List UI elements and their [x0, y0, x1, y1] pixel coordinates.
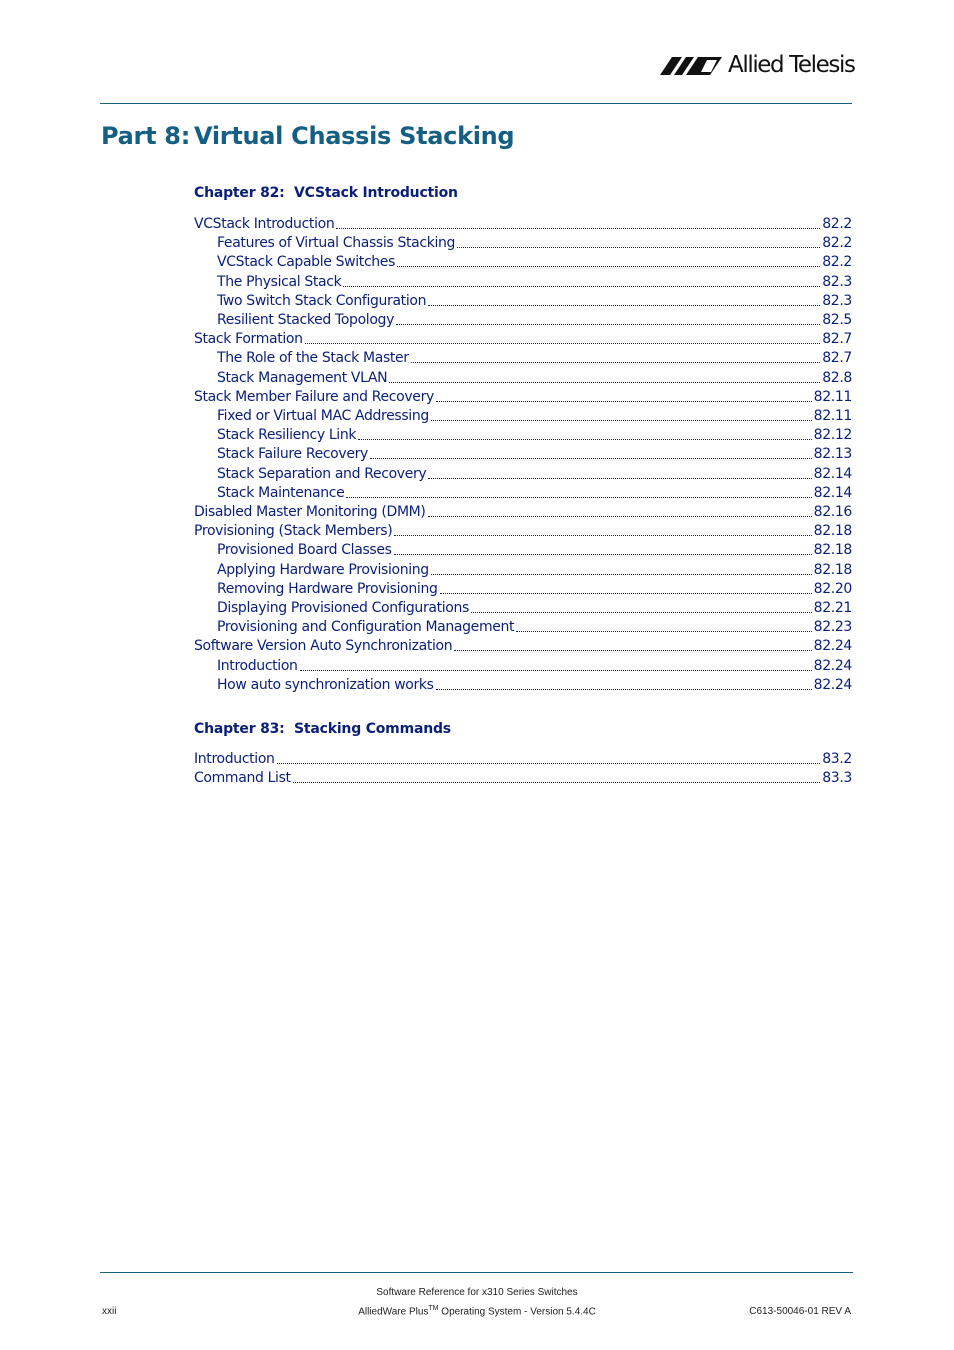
toc-entry-title: Stack Separation and Recovery	[217, 465, 427, 482]
dot-leader	[431, 419, 812, 421]
dot-leader	[336, 227, 820, 229]
toc-entry[interactable]	[194, 388, 852, 407]
chapter-title: Stacking Commands	[294, 721, 451, 737]
dot-leader	[431, 573, 812, 575]
toc-entry-page: 82.5	[822, 312, 852, 328]
toc-entry[interactable]	[217, 292, 852, 311]
dot-leader	[428, 477, 811, 479]
dot-leader	[471, 611, 812, 613]
chapter-title: VCStack Introduction	[294, 185, 458, 201]
toc-entry-title: Resilient Stacked Topology	[217, 312, 395, 328]
toc-entry[interactable]	[217, 618, 852, 637]
part-name: Virtual Chassis Stacking	[194, 122, 515, 150]
toc-entry-title: The Physical Stack	[217, 273, 342, 290]
toc-entry[interactable]	[217, 676, 852, 695]
footer-page-number: xxii	[102, 1306, 117, 1317]
toc-entry-page: 82.21	[813, 600, 852, 616]
footer-trademark: TM	[428, 1305, 439, 1312]
chapter-number: Chapter 83:	[194, 721, 285, 737]
chapter-number: Chapter 82:	[194, 185, 285, 201]
dot-leader	[358, 438, 812, 440]
dot-leader	[394, 553, 812, 555]
toc-entry-title: Stack Failure Recovery	[217, 446, 368, 463]
dot-leader	[343, 285, 820, 287]
toc-entry-title: Introduction	[217, 657, 298, 674]
header-rule	[100, 103, 852, 104]
toc-entry-title: Stack Management VLAN	[217, 369, 388, 386]
toc-entry[interactable]	[217, 426, 852, 445]
toc-entry-page: 82.7	[822, 350, 852, 367]
dot-leader	[454, 649, 811, 651]
dot-leader	[370, 457, 812, 459]
toc-entry[interactable]	[194, 522, 852, 541]
toc-entry-page: 82.2	[822, 216, 852, 232]
toc-entry[interactable]	[217, 561, 852, 580]
dot-leader	[277, 762, 821, 764]
toc-entry-title: Introduction	[194, 751, 275, 767]
toc-entry-page: 82.24	[813, 676, 852, 693]
dot-leader	[397, 265, 820, 267]
toc-entry[interactable]	[217, 541, 852, 560]
toc-entry-page: 82.3	[822, 292, 852, 309]
toc-entry[interactable]	[217, 253, 852, 272]
toc-entry[interactable]	[217, 445, 852, 464]
toc-entry[interactable]	[217, 580, 852, 599]
footer-product: AlliedWare Plus	[358, 1306, 429, 1318]
toc-entry-page: 82.12	[813, 427, 852, 444]
toc-entry[interactable]	[194, 769, 852, 788]
toc-entry[interactable]	[217, 311, 852, 330]
allied-telesis-logo	[660, 50, 855, 80]
footer-product-suffix: Operating System - Version 5.4.4C	[438, 1306, 596, 1318]
toc-entry-page: 82.2	[822, 235, 852, 252]
dot-leader	[346, 496, 811, 498]
toc-entry[interactable]	[217, 599, 852, 618]
toc-entry-title: Stack Resiliency Link	[217, 427, 357, 444]
logo-wordmark: Allied Telesis	[728, 52, 855, 78]
toc-entry[interactable]	[217, 234, 852, 253]
dot-leader	[300, 669, 812, 671]
toc-entry[interactable]	[217, 484, 852, 503]
footer-doc-code: C613-50046-01 REV A	[749, 1306, 851, 1317]
toc-entry[interactable]	[217, 349, 852, 368]
dot-leader	[436, 688, 812, 690]
toc-entry-page: 82.11	[813, 388, 852, 405]
dot-leader	[293, 781, 821, 783]
toc-entry-page: 82.3	[822, 273, 852, 290]
part-number: Part 8:	[101, 122, 191, 150]
toc-entry-title: Stack Maintenance	[217, 484, 345, 501]
toc-entry-page: 83.3	[822, 770, 852, 787]
toc-entry-title: Displaying Provisioned Configurations	[217, 600, 469, 616]
toc-entry-title: Provisioning and Configuration Management	[217, 619, 515, 636]
toc-entry-page: 82.24	[813, 638, 852, 655]
toc-entry-title: Stack Member Failure and Recovery	[194, 388, 434, 405]
toc-entry-title: Disabled Master Monitoring (DMM)	[194, 504, 426, 520]
toc-entry[interactable]	[194, 215, 852, 234]
toc-entry-title: Command List	[194, 770, 291, 787]
toc-entry[interactable]	[194, 750, 852, 769]
footer-rule	[100, 1272, 853, 1273]
dot-leader	[389, 381, 820, 383]
chapter-heading	[194, 185, 458, 201]
toc-entry-page: 82.16	[813, 504, 852, 520]
dot-leader	[440, 592, 812, 594]
toc-entry-page: 82.18	[813, 523, 852, 540]
toc-entry-page: 82.24	[813, 657, 852, 674]
toc-entry-page: 82.7	[822, 331, 852, 348]
dot-leader	[428, 515, 812, 517]
toc-entry-title: VCStack Introduction	[194, 216, 335, 232]
dot-leader	[411, 361, 821, 363]
toc-entry-title: Fixed or Virtual MAC Addressing	[217, 408, 429, 424]
toc-entry-page: 82.23	[813, 619, 852, 636]
toc-entry[interactable]	[217, 369, 852, 388]
toc-entry-title: Software Version Auto Synchronization	[194, 638, 453, 655]
toc-entry-page: 82.11	[813, 408, 852, 424]
toc-entry-title: The Role of the Stack Master	[217, 350, 409, 367]
dot-leader	[396, 323, 820, 325]
toc-entry-title: Provisioning (Stack Members)	[194, 523, 393, 540]
toc-entry-title: Two Switch Stack Configuration	[217, 292, 427, 309]
dot-leader	[457, 246, 820, 248]
dot-leader	[428, 304, 820, 306]
toc-entry-title: VCStack Capable Switches	[217, 254, 396, 271]
toc-entry-page: 82.8	[822, 369, 852, 386]
footer-doc-title: Software Reference for x310 Series Switches	[376, 1287, 578, 1298]
toc-entry-title: Features of Virtual Chassis Stacking	[217, 235, 456, 252]
toc-entry-page: 83.2	[822, 751, 852, 767]
toc-entry-page: 82.18	[813, 542, 852, 559]
toc-entry[interactable]	[194, 637, 852, 656]
toc-entry[interactable]	[217, 273, 852, 292]
dot-leader	[516, 630, 811, 632]
toc-entry-page: 82.14	[813, 484, 852, 501]
dot-leader	[394, 534, 811, 536]
toc-entry-title: Removing Hardware Provisioning	[217, 580, 438, 597]
toc-entry[interactable]	[217, 407, 852, 426]
toc-entry-page: 82.2	[822, 254, 852, 271]
allied-telesis-logo-mark-icon	[660, 54, 724, 76]
toc-entry[interactable]	[194, 330, 852, 349]
dot-leader	[436, 400, 812, 402]
toc-entry[interactable]	[217, 465, 852, 484]
toc-entry-title: Stack Formation	[194, 331, 303, 348]
chapter-heading	[194, 721, 451, 737]
toc-entry-page: 82.14	[813, 465, 852, 482]
toc-entry-page: 82.20	[813, 580, 852, 597]
toc-entry-page: 82.18	[813, 561, 852, 578]
toc-entry[interactable]	[194, 503, 852, 522]
toc-entry-title: Provisioned Board Classes	[217, 542, 392, 559]
toc-entry-title: Applying Hardware Provisioning	[217, 561, 429, 578]
toc-entry-page: 82.13	[813, 446, 852, 463]
dot-leader	[305, 342, 821, 344]
part-title	[101, 122, 514, 150]
toc-entry-title: How auto synchronization works	[217, 676, 434, 693]
toc-entry[interactable]	[217, 657, 852, 676]
